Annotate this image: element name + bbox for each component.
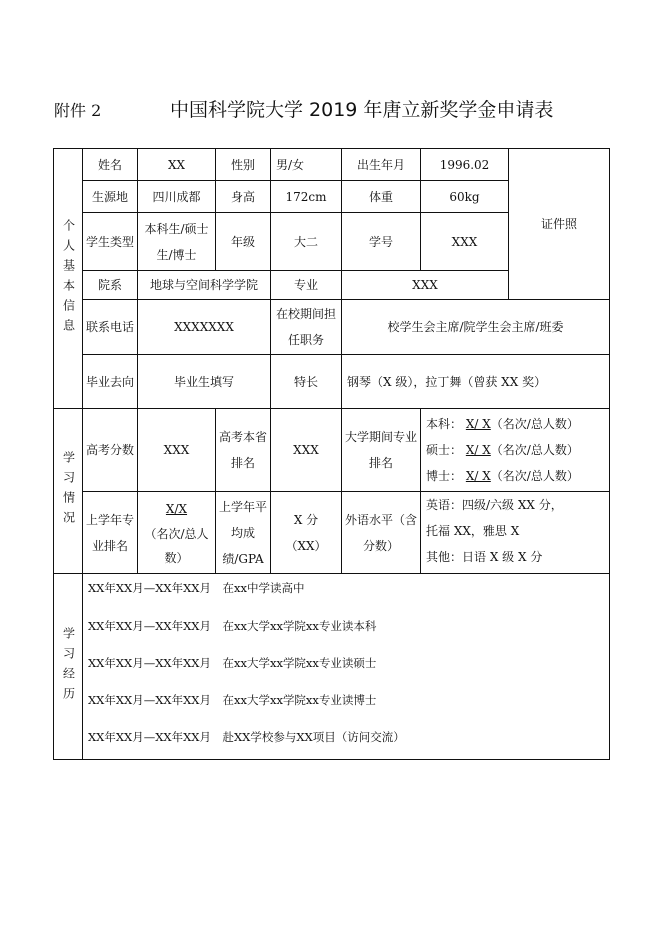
- phone-label: 联系电话: [82, 299, 138, 355]
- last-rank-note: （名次/总人数）: [144, 526, 209, 565]
- last-rank-value[interactable]: [137, 491, 216, 574]
- gender-label: 性别: [215, 148, 271, 181]
- id-value[interactable]: XXX: [420, 212, 509, 271]
- uni-rank-bachelor: [426, 411, 579, 437]
- lang-other: 其他：日语 X 级 X 分: [426, 550, 543, 564]
- height-label: 身高: [215, 180, 271, 213]
- origin-label: 生源地: [82, 180, 138, 213]
- birth-label: 出生年月: [341, 148, 421, 181]
- birth-value[interactable]: 1996.02: [420, 148, 509, 181]
- gender-value[interactable]: 男/女: [270, 148, 342, 181]
- height-value[interactable]: 172cm: [270, 180, 342, 213]
- rank-key: 本科：: [426, 417, 463, 431]
- origin-value[interactable]: 四川成都: [137, 180, 216, 213]
- lang-values[interactable]: [420, 491, 610, 574]
- rank-suffix: （名次/总人数）: [490, 443, 579, 457]
- rank-value: X/ X: [465, 469, 491, 483]
- history-item: XX年XX月—XX年XX月 在xx大学xx学院xx专业读博士: [88, 693, 377, 707]
- rank-suffix: （名次/总人数）: [490, 469, 579, 483]
- grade-label: 年级: [215, 212, 271, 271]
- history-item: XX年XX月—XX年XX月 在xx中学读高中: [88, 581, 305, 595]
- province-rank-label: 高考本省排名: [215, 408, 271, 492]
- id-photo-area[interactable]: 证件照: [508, 148, 610, 300]
- uni-rank-master: [426, 437, 579, 463]
- duty-value[interactable]: 校学生会主席/院学生会主席/班委: [341, 299, 610, 355]
- gpa-label: 上学年平均成绩/GPA: [215, 491, 271, 574]
- history-item: XX年XX月—XX年XX月 在xx大学xx学院xx专业读硕士: [88, 656, 377, 670]
- weight-value[interactable]: 60kg: [420, 180, 509, 213]
- rank-suffix: （名次/总人数）: [490, 417, 579, 431]
- talent-label: 特长: [270, 354, 342, 409]
- gpa-note: （XX）: [285, 538, 327, 553]
- history-item: XX年XX月—XX年XX月 在xx大学xx学院xx专业读本科: [88, 619, 377, 633]
- gaokao-value[interactable]: XXX: [137, 408, 216, 492]
- uni-rank-phd: [426, 463, 579, 489]
- rank-value: X/ X: [465, 443, 491, 457]
- lang-label: 外语水平（含分数）: [341, 491, 421, 574]
- dept-label: 院系: [82, 270, 138, 300]
- section-study: 学习情况: [53, 408, 83, 574]
- lang-toefl-ielts: 托福 XX，雅思 X: [426, 524, 520, 538]
- rank-key: 硕士：: [426, 443, 463, 457]
- page-title: 中国科学院大学 2019 年唐立新奖学金申请表: [170, 99, 554, 121]
- lang-english: 英语：四级/六级 XX 分，: [426, 498, 563, 512]
- major-value[interactable]: XXX: [341, 270, 509, 300]
- gpa-value[interactable]: [270, 491, 342, 574]
- name-label: 姓名: [82, 148, 138, 181]
- uni-rank-label: 大学期间专业排名: [341, 408, 421, 492]
- attachment-label: 附件 2: [54, 101, 102, 120]
- dept-value[interactable]: 地球与空间科学学院: [137, 270, 271, 300]
- id-label: 学号: [341, 212, 421, 271]
- name-value[interactable]: XX: [137, 148, 216, 181]
- grade-value[interactable]: 大二: [270, 212, 342, 271]
- gpa: X 分: [293, 512, 319, 527]
- duty-label: 在校期间担任职务: [270, 299, 342, 355]
- major-label: 专业: [270, 270, 342, 300]
- weight-label: 体重: [341, 180, 421, 213]
- gaokao-label: 高考分数: [82, 408, 138, 492]
- history-item: XX年XX月—XX年XX月 赴XX学校参与XX项目（访问交流）: [88, 730, 405, 744]
- section-history: 学习经历: [53, 573, 83, 760]
- type-label: 学生类型: [82, 212, 138, 271]
- talent-value[interactable]: 钢琴（X 级），拉丁舞（曾获 XX 奖）: [341, 354, 610, 409]
- dest-value[interactable]: 毕业生填写: [137, 354, 271, 409]
- province-rank-value[interactable]: XXX: [270, 408, 342, 492]
- section-personal: 个人基本信息: [53, 148, 83, 409]
- last-rank-label: 上学年专业排名: [82, 491, 138, 574]
- rank-value: X/ X: [465, 417, 491, 431]
- phone-value[interactable]: XXXXXXX: [137, 299, 271, 355]
- type-value[interactable]: 本科生/硕士生/博士: [137, 212, 216, 271]
- uni-rank-values[interactable]: [420, 408, 610, 492]
- dest-label: 毕业去向: [82, 354, 138, 409]
- last-rank: X/X: [165, 501, 188, 516]
- rank-key: 博士：: [426, 469, 463, 483]
